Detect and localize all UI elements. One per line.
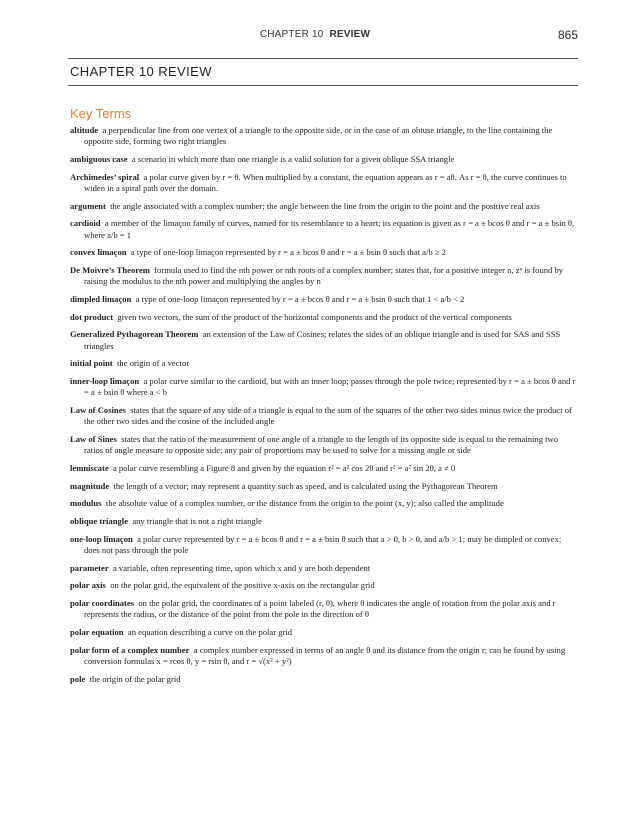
glossary-term: dot product xyxy=(70,311,114,322)
glossary-term: altitude xyxy=(70,125,99,135)
glossary-term: convex limaçon xyxy=(70,247,127,258)
glossary-definition: an extension of the Law of Cosines; relates the sides of an oblique triangle and is used for SAS and SSS triangles xyxy=(84,329,561,351)
glossary-entry xyxy=(70,563,576,574)
glossary-term: polar axis xyxy=(70,580,106,591)
glossary-definition: any triangle that is not a right triangle xyxy=(132,516,262,527)
glossary-term: modulus xyxy=(70,498,102,509)
glossary-definition: the origin of the polar grid xyxy=(89,673,181,684)
glossary-definition: a variable, often representing time, upon which x and y are both dependent xyxy=(112,562,371,573)
glossary-entry xyxy=(70,154,576,165)
glossary-entry xyxy=(70,329,576,352)
glossary-entry xyxy=(70,218,576,241)
glossary-definition: on the polar grid, the equivalent of the positive x-axis on the rectangular grid xyxy=(110,580,375,591)
glossary-definition: a complex number expressed in terms of an angle θ and its distance from the origin r; can be found by using conversion formulas x = rcos θ, y = rsin θ, and r = √(x² + y²) xyxy=(84,644,566,667)
glossary-definition: a member of the limaçon family of curves, named for its resemblance to a heart; its equation is given as r = a ± bcos θ and r = a ± bsin θ, where a/b = 1 xyxy=(84,218,575,240)
glossary-definition: the angle associated with a complex number; the angle between the line from the origin to the point and the positive real axis xyxy=(110,200,540,211)
glossary-term: pole xyxy=(70,673,86,684)
glossary-term: oblique triangle xyxy=(70,516,129,527)
glossary-entry xyxy=(70,201,576,212)
glossary-entry xyxy=(70,580,576,591)
glossary-term: polar form of a complex number xyxy=(70,644,190,655)
glossary-definition: the origin of a vector xyxy=(117,358,190,369)
glossary-definition: a perpendicular line from one vertex of a triangle to the opposite side, or in the case of an obtuse triangle, to the line containing the opposite side, forming two right triangles xyxy=(84,125,553,147)
glossary-definition: a type of one-loop limaçon represented by r = a ± bcos θ and r = a ± bsin θ such that 1 < a/b < 2 xyxy=(135,294,465,304)
glossary-entry xyxy=(70,125,576,148)
key-terms-heading: Key Terms xyxy=(70,106,132,121)
glossary-term: Generalized Pythagorean Theorem xyxy=(70,329,199,340)
glossary-term: initial point xyxy=(70,358,113,369)
glossary-term: lemniscate xyxy=(70,463,109,473)
glossary-entry xyxy=(70,358,576,369)
running-head-chapter: CHAPTER 10 xyxy=(259,29,324,40)
glossary-entry xyxy=(70,627,576,638)
glossary-definition: the length of a vector; may represent a quantity such as speed, and is calculated using the Pythagorean Theorem xyxy=(113,480,498,491)
glossary-entry xyxy=(70,434,576,457)
running-head xyxy=(0,29,630,45)
glossary-entry xyxy=(70,405,576,428)
glossary-term: polar coordinates xyxy=(70,598,135,609)
glossary-entry xyxy=(70,481,576,492)
glossary-definition: states that the ratio of the measurement of one angle of a triangle to the length of its opposite side is equal to the remaining two ratios of angle measure to opposite side; any pair of proportions may be used to solve for a missing angle or side xyxy=(84,434,559,456)
glossary-definition: a polar curve given by r = θ. When multiplied by a constant, the equation appears as r = aθ. As r = θ, the curve continues to widen in a spiral path over the domain. xyxy=(84,171,567,193)
glossary-definition: a type of one-loop limaçon represented by r = a ± bcos θ and r = a ± bsin θ such that a/b ≥ 2 xyxy=(130,247,446,258)
glossary-entry xyxy=(70,598,576,621)
glossary-entry xyxy=(70,516,576,527)
page-number: 865 xyxy=(557,28,578,42)
glossary-term: cardioid xyxy=(70,218,101,229)
glossary-entry xyxy=(70,294,576,305)
glossary-list xyxy=(70,125,576,691)
title-rule-top xyxy=(68,58,578,59)
glossary-term: inner-loop limaçon xyxy=(70,376,140,387)
running-head-section: REVIEW xyxy=(329,29,371,40)
glossary-definition: on the polar grid, the coordinates of a point labeled (r, θ), where θ indicates the angle of rotation from the polar axis and r represents the radius, or the distance of the point from the pole in the direction of θ xyxy=(84,598,556,620)
glossary-definition: formula used to find the nth power or nth roots of a complex number; states that, for a positive integer n, zⁿ is found by raising the modulus to the nth power and multiplying the angles by n xyxy=(84,265,564,287)
glossary-term: parameter xyxy=(70,562,109,573)
glossary-entry xyxy=(70,247,576,258)
glossary-term: dimpled limaçon xyxy=(70,294,132,304)
running-head-title xyxy=(0,29,630,40)
glossary-definition: an equation describing a curve on the polar grid xyxy=(127,627,293,638)
glossary-definition: a polar curve resembling a Figure 8 and given by the equation r² = a² cos 2θ and r² = a² sin 2θ, a ≠ 0 xyxy=(112,463,456,473)
glossary-term: Law of Sines xyxy=(70,434,117,445)
glossary-term: polar equation xyxy=(70,627,124,638)
glossary-term: Archimedes’ spiral xyxy=(70,171,140,182)
glossary-definition: the absolute value of a complex number, or the distance from the origin to the point (x, y); also called the amplitude xyxy=(105,498,504,509)
glossary-definition: a polar curve similar to the cardioid, but with an inner loop; passes through the pole twice; represented by r = a ± bcos θ and r = a ± bsin θ where a < b xyxy=(84,376,576,398)
glossary-definition: states that the square of any side of a triangle is equal to the sum of the squares of the other two sides minus twice the product of the other two sides and the cosine of the included angle xyxy=(84,405,572,427)
glossary-term: ambiguous case xyxy=(70,153,128,164)
glossary-term: De Moivre’s Theorem xyxy=(70,265,150,276)
glossary-definition: a scenario in which more than one triangle is a valid solution for a given oblique SSA triangle xyxy=(131,153,455,164)
glossary-entry xyxy=(70,674,576,685)
glossary-definition: a polar curve represented by r = a ± bcos θ and r = a ± bsin θ such that a > 0, b > 0, and a/b > 1; may be dimpled or convex; does not pass through the pole xyxy=(84,533,562,556)
glossary-entry xyxy=(70,376,576,399)
glossary-entry xyxy=(70,265,576,288)
glossary-term: magnitude xyxy=(70,480,110,491)
glossary-entry xyxy=(70,645,576,668)
glossary-entry xyxy=(70,498,576,509)
glossary-entry xyxy=(70,463,576,474)
glossary-entry xyxy=(70,312,576,323)
glossary-term: Law of Cosines xyxy=(70,405,126,416)
chapter-title: CHAPTER 10 REVIEW xyxy=(70,64,212,79)
glossary-term: argument xyxy=(70,200,106,211)
glossary-entry xyxy=(70,534,576,557)
glossary-definition: given two vectors, the sum of the product of the horizontal components and the product of the vertical components xyxy=(117,311,512,322)
glossary-term: one-loop limaçon xyxy=(70,533,133,544)
glossary-entry xyxy=(70,172,576,195)
title-rule-bottom xyxy=(68,85,578,86)
